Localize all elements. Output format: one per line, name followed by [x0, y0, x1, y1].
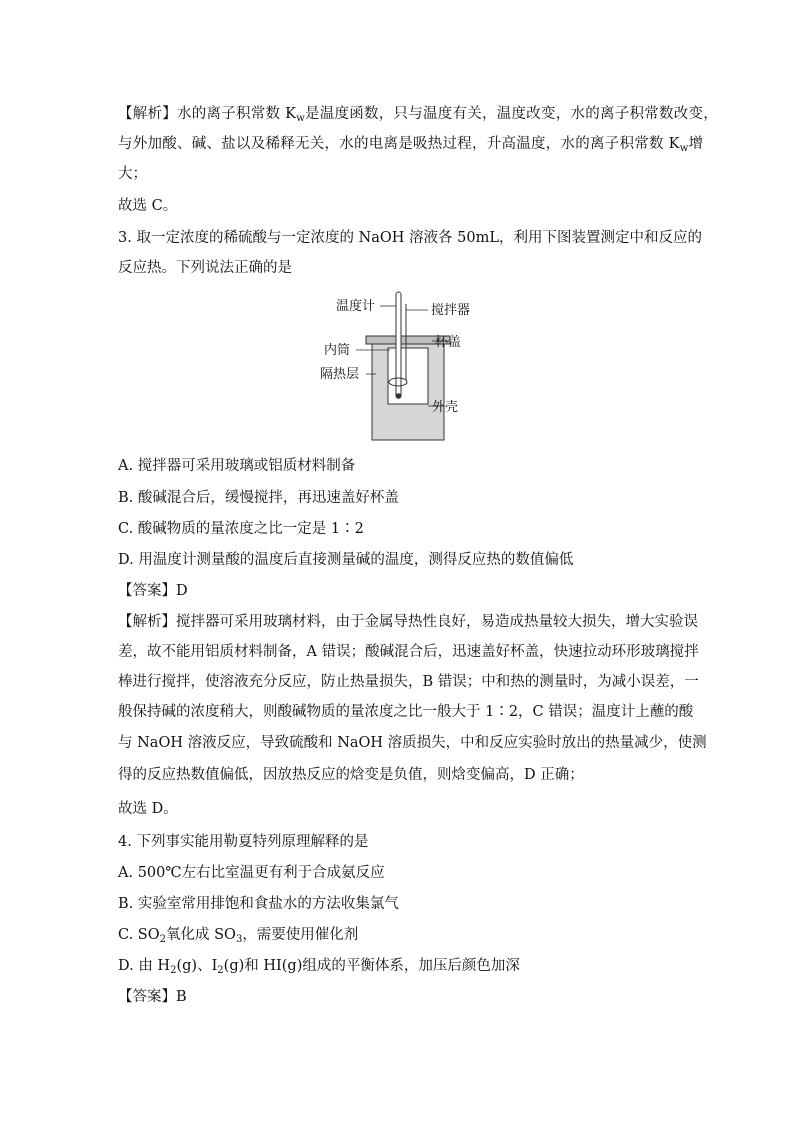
line-1: 【解析】水的离子积常数 $K_w$是温度函数，只与温度有关，温度改变，水的离子积常数改变， [118, 106, 719, 124]
label-shell: 外壳 [432, 400, 459, 415]
thermometer-bulb [396, 393, 402, 399]
label-lid: 杯盖 [435, 335, 462, 350]
explanation-3-line-1: 【解析】搅拌器可采用玻璃材料，由于金属导热性良好，易造成热量较大损失，增大实验误 [118, 614, 698, 630]
label-insulation: 隔热层 [320, 367, 360, 382]
option-d: D. 用温度计测量酸的温度后直接测量碱的温度，测得反应热的数值偏低 [118, 552, 574, 568]
label-thermometer: 温度计 [336, 299, 376, 314]
label-inner: 内筒 [324, 343, 351, 358]
explanation-3-line-5: 与 NaOH 溶液反应，导致硫酸和 NaOH 溶质损失，中和反应实验时放出的热量减少，使测 [118, 735, 707, 751]
line-3: 大； [118, 166, 147, 182]
line-2: 与外加酸、碱、盐以及稀释无关，水的电离是吸热过程，升高温度，水的离子积常数 $K_w$增 [118, 136, 704, 154]
question-4-option-b: B. 实验室常用排饱和食盐水的方法收集氯气 [118, 896, 399, 912]
question-4-option-c: C. $SO_2$氧化成 $SO_3$，需要使用催化剂 [118, 927, 359, 945]
explanation-3-line-3: 棒进行搅拌，使溶液充分反应，防止热量损失，B 错误；中和热的测量时，为减小误差，一 [118, 674, 699, 690]
question-4: 4. 下列事实能用勒夏特列原理解释的是 [118, 834, 369, 850]
question-4-option-d: D. 由 $H_2(g)$、$I_2(g)$和 HI(g)组成的平衡体系，加压后颜色加深 [118, 958, 520, 976]
answer-3: 【答案】D [118, 583, 188, 599]
explanation-3-line-7: 故选 D。 [118, 801, 178, 817]
calorimeter-diagram [300, 284, 500, 444]
thermometer [396, 292, 401, 398]
answer-4: 【答案】B [118, 989, 187, 1005]
label-stirrer: 搅拌器 [431, 303, 471, 318]
explanation-3-line-2: 差，故不能用铝质材料制备，A 错误；酸碱混合后，迅速盖好杯盖，快速拉动环形玻璃搅拌 [118, 644, 699, 660]
question-4-option-a: A. 500℃左右比室温更有利于合成氨反应 [118, 865, 385, 881]
explanation-3-line-6: 得的反应热数值偏低，因放热反应的焓变是负值，则焓变偏高，D 正确； [118, 767, 584, 783]
option-a: A. 搅拌器可采用玻璃或铝质材料制备 [118, 458, 356, 474]
explanation-3-line-4: 般保持碱的浓度稍大，则酸碱物质的量浓度之比一般大于 1∶2，C 错误；温度计上蘸的酸 [118, 704, 694, 720]
inner-beaker [388, 348, 428, 404]
line-4: 故选 C。 [118, 198, 178, 214]
question-3-line-2: 反应热。下列说法正确的是 [118, 260, 292, 276]
option-b: B. 酸碱混合后，缓慢搅拌，再迅速盖好杯盖 [118, 490, 399, 506]
analysis-text: 【解析】水的离子积常数 K [118, 106, 297, 122]
question-3-line-1: 3. 取一定浓度的稀硫酸与一定浓度的 NaOH 溶液各 50mL，利用下图装置测定中和反应的 [118, 230, 702, 246]
option-c: C. 酸碱物质的量浓度之比一定是 1∶2 [118, 521, 364, 537]
